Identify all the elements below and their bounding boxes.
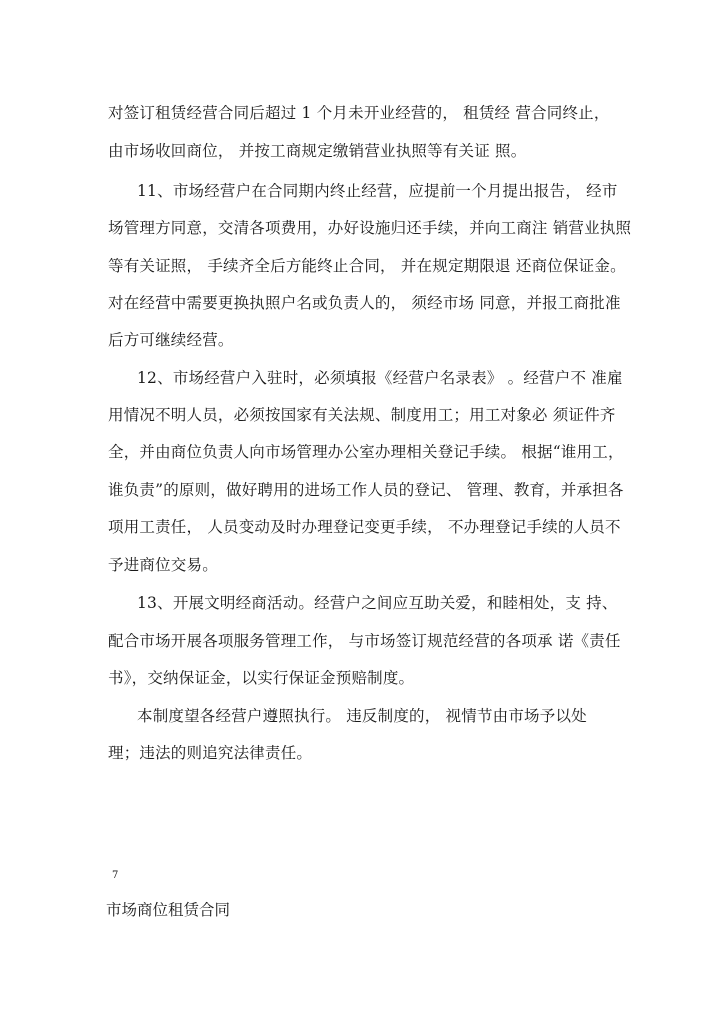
paragraph-line: 对签订租赁经营合同后超过 1 个月未开业经营的， 租赁经 营合同终止， (108, 104, 610, 122)
paragraph-line: 后方可继续经营。 (108, 331, 234, 349)
page-number: 7 (112, 870, 119, 881)
paragraph-line: 谁负责”的原则，做好聘用的进场工作人员的登记、 管理、教育，并承担各 (108, 481, 624, 499)
paragraph-line: 等有关证照， 手续齐全后方能终止合同， 并在规定期限退 还商位保证金。 (108, 257, 626, 275)
paragraph-line: 对在经营中需要更换执照户名或负责人的， 须经市场 同意，并报工商批准 (108, 294, 621, 312)
paragraph-line: 理；违法的则追究法律责任。 (108, 744, 313, 762)
paragraph-line: 12、市场经营户入驻时，必须填报《经营户名录表》 。经营户不 准雇 (137, 369, 623, 387)
paragraph-line: 配合市场开展各项服务管理工作， 与市场签订规范经营的各项承 诺《责任 (108, 632, 621, 650)
paragraph-line: 13、开展文明经商活动。经营户之间应互助关爱，和睦相处，支 持、 (137, 594, 618, 612)
paragraph-line: 11、市场经营户在合同期内终止经营，应提前一个月提出报告， 经市 (137, 182, 618, 200)
paragraph-line: 项用工责任， 人员变动及时办理登记变更手续， 不办理登记手续的人员不 (108, 518, 621, 536)
paragraph-line: 予进商位交易。 (108, 556, 218, 574)
paragraph-line: 场管理方同意，交清各项费用，办好设施归还手续，并向工商注 销营业执照 (108, 219, 632, 237)
paragraph-line: 由市场收回商位， 并按工商规定缴销营业执照等有关证 照。 (108, 142, 527, 160)
paragraph-line: 用情况不明人员，必须按国家有关法规、制度用工；用工对象必 须证件齐 (108, 406, 616, 424)
document-title: 市场商位租赁合同 (106, 901, 231, 919)
paragraph-line: 全，并由商位负责人向市场管理办公室办理相关登记手续。 根据“谁用工， (108, 443, 624, 461)
paragraph-line: 本制度望各经营户遵照执行。 违反制度的， 视情节由市场予以处 (137, 707, 587, 725)
paragraph-line: 书》，交纳保证金，以实行保证金预赔制度。 (108, 669, 415, 687)
